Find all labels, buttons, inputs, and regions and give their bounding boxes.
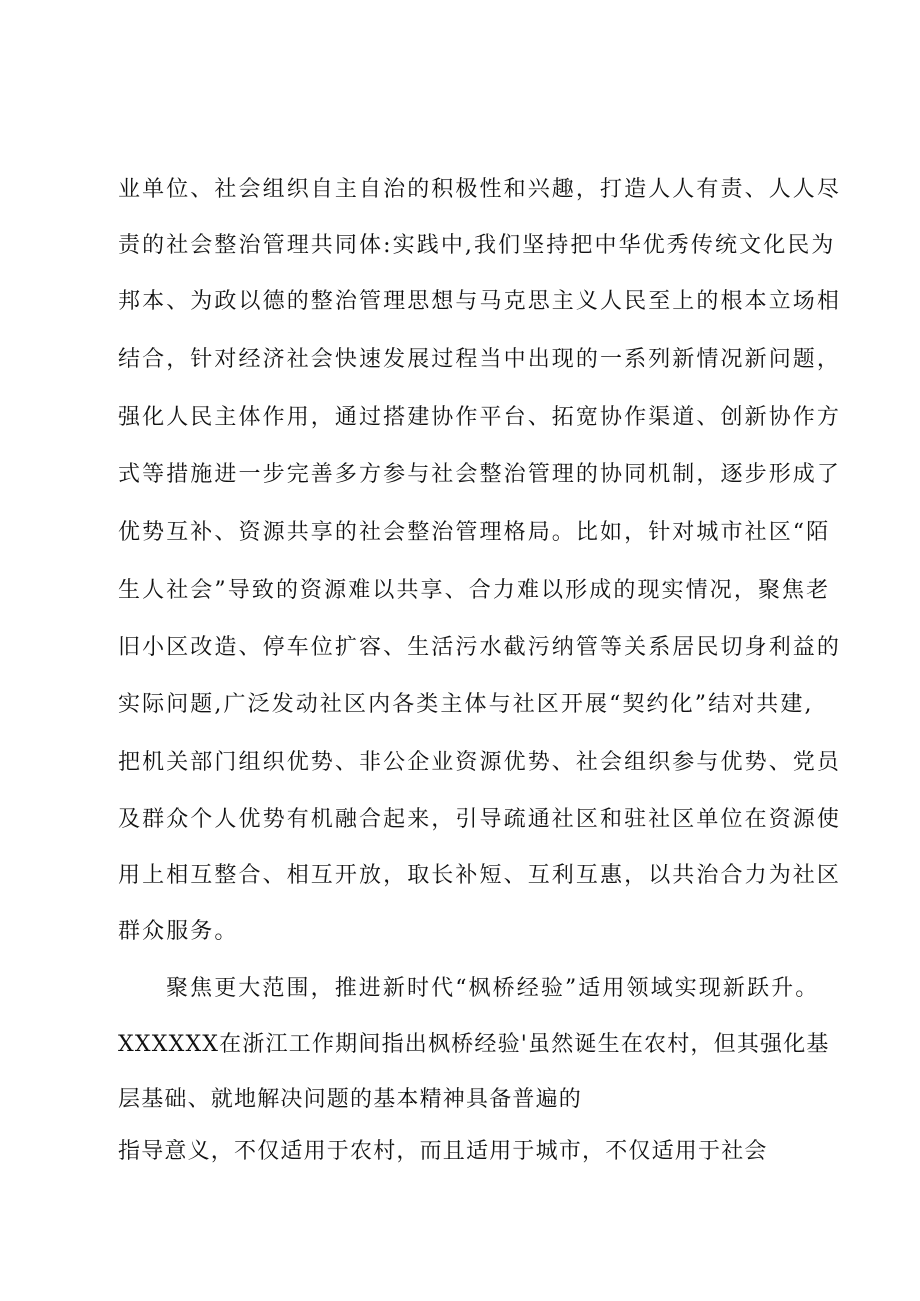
body-text-line: 强化人民主体作用，通过搭建协作平台、拓宽协作渠道、创新协作方 <box>118 405 842 430</box>
body-text-line: 结合，针对经济社会快速发展过程当中出现的一系列新情况新问题， <box>118 347 842 372</box>
body-text-line: 责的社会整治管理共同体:实践中,我们坚持把中华优秀传统文化民为 <box>118 233 836 258</box>
body-text-line: 优势互补、资源共享的社会整治管理格局。比如，针对城市社区“陌 <box>118 520 831 545</box>
body-text-line: 层基础、就地解决问题的基本精神具备普遍的 <box>118 1087 583 1112</box>
paragraph-first-line: 聚焦更大范围，推进新时代“枫桥经验”适用领域实现新跃升。 <box>166 976 820 1001</box>
body-text-line: 把机关部门组织优势、非公企业资源优势、社会组织参与优势、党员 <box>118 750 842 775</box>
body-text-line: 及群众个人优势有机融合起来，引导疏通社区和驻社区单位在资源使 <box>118 807 842 832</box>
body-text-line: 用上相互整合、相互开放，取长补短、互利互惠，以共治合力为社区 <box>118 863 842 888</box>
body-text-line: 业单位、社会组织自主自治的积极性和兴趣，打造人人有责、人人尽 <box>118 177 842 202</box>
body-text-line: 式等措施进一步完善多方参与社会整治管理的协同机制，逐步形成了 <box>118 462 842 487</box>
body-text-line: XXXXXX在浙江工作期间指出枫桥经验'虽然诞生在农村，但其强化基 <box>118 1032 830 1057</box>
body-text-line: 指导意义，不仅适用于农村，而且适用于城市，不仅适用于社会 <box>118 1139 768 1164</box>
body-text-line: 实际问题,广泛发动社区内各类主体与社区开展“契约化”结对共建, <box>118 692 814 717</box>
body-text-line: 生人社会”导致的资源难以共享、合力难以形成的现实情况，聚焦老 <box>118 578 831 603</box>
body-text-line: 群众服务。 <box>118 919 239 944</box>
body-text-line: 邦本、为政以德的整治管理思想与马克思主义人民至上的根本立场相 <box>118 289 842 314</box>
body-text-line: 旧小区改造、停车位扩容、生活污水截污纳管等关系居民切身利益的 <box>118 635 842 660</box>
